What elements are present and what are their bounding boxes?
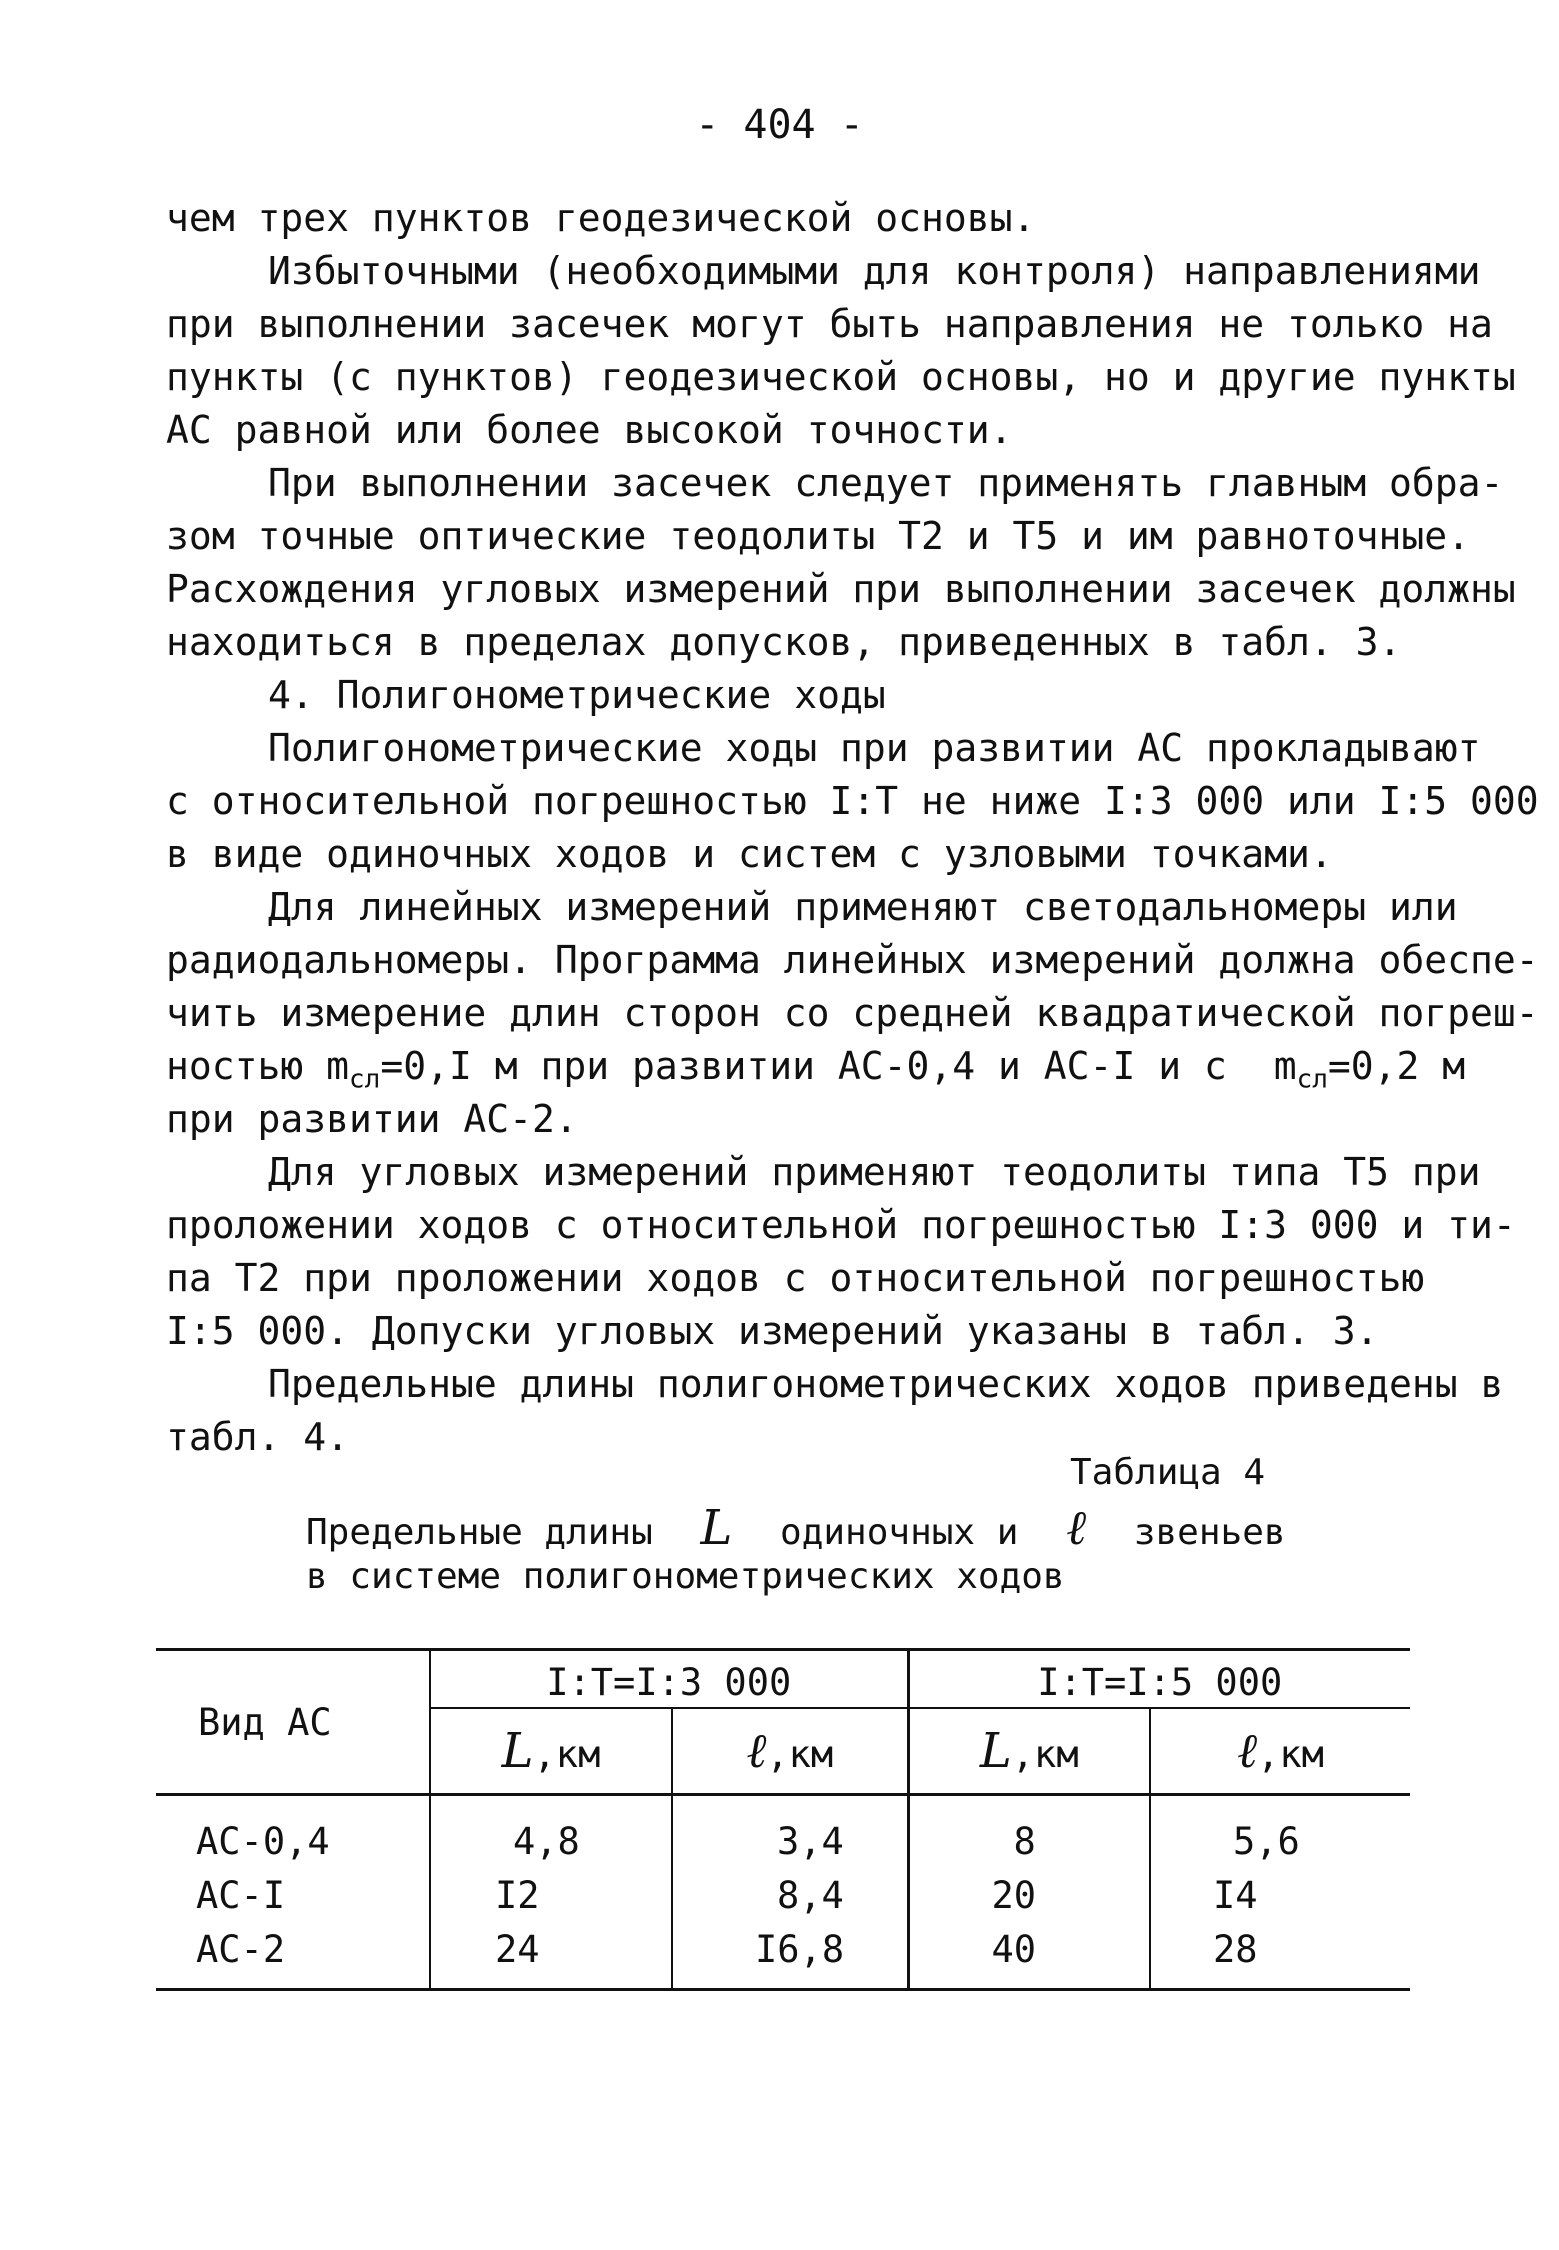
unit: ,км — [533, 1733, 601, 1776]
caption-text: звеньев — [1133, 1512, 1286, 1553]
text-line: па Т2 при проложении ходов с относительной погрешностью — [166, 1256, 1425, 1300]
m-subscript-2: сл — [1296, 1064, 1328, 1095]
unit: ,км — [1011, 1733, 1079, 1776]
L-symbol: L — [501, 1723, 534, 1779]
header-group-2: I:Т=I:5 000 — [908, 1650, 1410, 1709]
m-symbol-2: m — [1273, 1044, 1297, 1088]
cell-l1: 3,4 — [672, 1795, 908, 1869]
cell-L2: 20 — [908, 1868, 1150, 1922]
cell-L1: I2 — [430, 1868, 672, 1922]
unit: ,км — [766, 1733, 834, 1776]
unit: ,км — [1257, 1733, 1324, 1776]
text-line: чем трех пунктов геодезической основы. — [166, 196, 1036, 240]
table-row — [156, 1922, 1410, 1990]
header-type: Вид АС — [156, 1650, 430, 1795]
table-label: Таблица 4 — [1070, 1452, 1266, 1493]
formula-middle: =0,I м при развитии АС-0,4 и АС-I и с — [380, 1044, 1227, 1088]
header-group-1: I:Т=I:3 000 — [430, 1650, 908, 1709]
formula-lead: ностью m — [166, 1044, 350, 1088]
formula-end: =0,2 м — [1327, 1044, 1466, 1088]
cell-l2: 28 — [1150, 1922, 1410, 1990]
text-line: проложении ходов с относительной погрешностью I:3 000 и ти- — [166, 1203, 1516, 1247]
text-line: радиодальномеры. Программа линейных измерений должна обеспе- — [166, 938, 1539, 982]
text-line: При выполнении засечек следует применять главным обра- — [268, 461, 1504, 505]
caption-text: одиночных и — [780, 1512, 1019, 1553]
l-symbol: ℓ — [746, 1723, 767, 1779]
limits-table — [156, 1648, 1410, 1991]
table-caption — [306, 1500, 1286, 1556]
text-line: находиться в пределах допусков, приведенных в табл. 3. — [166, 620, 1402, 664]
text-line: Для линейных измерений применяют светодальномеры или — [268, 885, 1458, 929]
header-L-1 — [430, 1708, 672, 1795]
text-line: пункты (с пунктов) геодезической основы, но и другие пункты — [166, 355, 1516, 399]
text-line: табл. 4. — [166, 1415, 350, 1459]
l-symbol: ℓ — [1237, 1723, 1258, 1779]
cell-type: АС-I — [196, 1873, 286, 1917]
table-caption-line2: в системе полигонометрических ходов — [306, 1556, 1065, 1597]
cell-l2: 5,6 — [1150, 1795, 1410, 1869]
cell-l2: I4 — [1150, 1868, 1410, 1922]
text-line: с относительной погрешностью I:Т не ниже I:3 000 или I:5 000 — [166, 779, 1539, 823]
header-L-2 — [908, 1708, 1150, 1795]
text-line: при выполнении засечек могут быть направления не только на — [166, 302, 1493, 346]
cell-l1: I6,8 — [672, 1922, 908, 1990]
cell-type: АС-0,4 — [196, 1819, 330, 1863]
cell-L2: 40 — [908, 1922, 1150, 1990]
text-line: при развитии АС-2. — [166, 1097, 578, 1141]
cell-L2: 8 — [908, 1795, 1150, 1869]
m-subscript-1: сл — [349, 1064, 381, 1095]
caption-L-symbol: L — [700, 1500, 733, 1556]
text-line: Для угловых измерений применяют теодолиты типа Т5 при — [268, 1150, 1481, 1194]
cell-l1: 8,4 — [672, 1868, 908, 1922]
text-line: зом точные оптические теодолиты Т2 и Т5 и им равноточные. — [166, 514, 1471, 558]
text-line: Полигонометрические ходы при развитии АС прокладывают — [268, 726, 1481, 770]
text-line: в виде одиночных ходов и систем с узловыми точками. — [166, 832, 1333, 876]
text-line: Избыточными (необходимыми для контроля) направлениями — [268, 249, 1481, 293]
text-line: I:5 000. Допуски угловых измерений указаны в табл. 3. — [166, 1309, 1379, 1353]
cell-L1: 4,8 — [430, 1795, 672, 1869]
L-symbol: L — [979, 1723, 1012, 1779]
caption-text: Предельные длины — [306, 1512, 653, 1553]
caption-l-symbol: ℓ — [1066, 1500, 1087, 1556]
text-line: Предельные длины полигонометрических ходов приведены в — [268, 1362, 1504, 1406]
cell-L1: 24 — [430, 1922, 672, 1990]
table-header-row — [156, 1650, 1410, 1709]
header-l-1 — [672, 1708, 908, 1795]
page-number: - 404 - — [695, 102, 864, 148]
text-line: Расхождения угловых измерений при выполнении засечек должны — [166, 567, 1516, 611]
section-heading: 4. Полигонометрические ходы — [268, 673, 886, 717]
text-line: чить измерение длин сторон со средней квадратической погреш- — [166, 991, 1539, 1035]
header-l-2 — [1150, 1708, 1410, 1795]
cell-type: АС-2 — [196, 1927, 286, 1971]
table-row — [156, 1868, 1410, 1922]
table-row — [156, 1795, 1410, 1869]
text-line: АС равной или более высокой точности. — [166, 408, 1013, 452]
